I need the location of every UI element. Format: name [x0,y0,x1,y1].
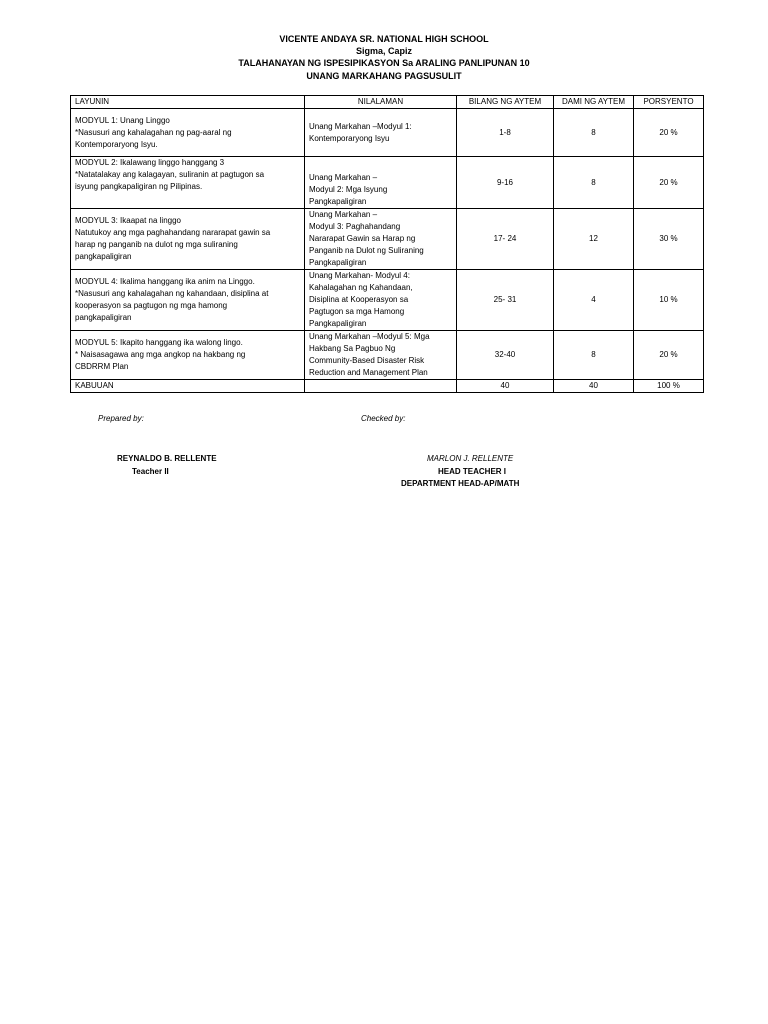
dami-cell: 8 [554,157,634,209]
total-nilalaman-cell [305,380,457,393]
nilalaman-cell [305,109,457,157]
cell-line: Unang Markahan- Modyul 4: [309,271,410,280]
layunin-cell [71,109,305,157]
total-row [71,380,704,393]
cell-line: MODYUL 3: Ikaapat na linggo [75,216,181,225]
cell-line: *Nasusuri ang kahalagahan ng kahandaan, disiplina at [75,289,269,298]
column-header-layunin: LAYUNIN [71,96,305,109]
cell-line: Nararapat Gawin sa Harap ng [309,234,416,243]
cell-line: Kontemporaryong Isyu. [75,139,158,149]
cell-line: Modyul 3: Paghahandang [309,222,401,231]
column-header-dami: DAMI NG AYTEM [554,96,634,109]
cell-line: pangkapaligiran [75,313,132,322]
porsyento-cell: 20 % [634,157,704,209]
cell-line: pangkapaligiran [75,252,132,261]
porsyento-cell: 20 % [634,331,704,380]
layunin-cell [71,270,305,331]
preparer-position: Teacher II [132,467,169,476]
cell-line: *Nasusuri ang kahalagahan ng pag-aaral ng [75,127,232,137]
dami-cell: 12 [554,209,634,270]
layunin-cell [71,331,305,380]
dami-cell: 8 [554,109,634,157]
cell-line: Kontemporaryong Isyu [309,133,390,143]
school-name: VICENTE ANDAYA SR. NATIONAL HIGH SCHOOL [279,34,489,44]
total-label: KABUUAN [71,380,305,393]
specification-table [70,95,704,393]
table-row [71,331,704,380]
cell-line: Reduction and Management Plan [309,368,428,377]
checker-department: DEPARTMENT HEAD-AP/MATH [401,479,520,488]
cell-line: Pangkapaligiran [309,197,367,206]
total-dami: 40 [554,380,634,393]
cell-line: Unang Markahan – [309,210,378,219]
cell-line: Community-Based Disaster Risk [309,356,425,365]
table-row [71,270,704,331]
cell-line: Kahalagahan ng Kahandaan, [309,283,413,292]
total-porsyento: 100 % [634,380,704,393]
cell-line: Natutukoy ang mga paghahandang nararapat gawin sa [75,228,271,237]
bilang-cell: 9-16 [457,157,554,209]
layunin-cell [71,157,305,209]
document-subtitle: UNANG MARKAHANG PAGSUSULIT [306,70,462,81]
cell-line: MODYUL 4: Ikalima hanggang ika anim na Linggo. [75,277,255,286]
prepared-by-label: Prepared by: [98,414,144,423]
column-header-bilang: BILANG NG AYTEM [457,96,554,109]
column-header-porsyento: PORSYENTO [634,96,704,109]
nilalaman-cell [305,331,457,380]
dami-cell: 8 [554,331,634,380]
porsyento-cell: 20 % [634,109,704,157]
cell-line: Pangkapaligiran [309,319,367,328]
dami-cell: 4 [554,270,634,331]
total-bilang: 40 [457,380,554,393]
cell-line: MODYUL 5: Ikapito hanggang ika walong lingo. [75,338,243,347]
cell-line: Modyul 2: Mga Isyung [309,185,388,194]
table-row [71,109,704,157]
nilalaman-cell [305,209,457,270]
document-title: TALAHANAYAN NG ISPESIPIKASYON Sa ARALING PANLIPUNAN 10 [238,58,530,69]
porsyento-cell: 10 % [634,270,704,331]
document-header [0,33,768,82]
cell-line: Pagtugon sa mga Hamong [309,307,405,316]
preparer-name: REYNALDO B. RELLENTE [117,454,217,463]
school-location: Sigma, Capiz [355,46,412,57]
cell-line: Panganib na Dulot ng Suliraning [309,246,424,255]
checker-name: MARLON J. RELLENTE [427,454,514,463]
table-row [71,157,704,209]
cell-line: Pangkapaligiran [309,258,367,267]
cell-line: Unang Markahan –Modyul 1: [309,121,412,131]
bilang-cell: 32-40 [457,331,554,380]
cell-line: Disiplina at Kooperasyon sa [309,295,409,304]
cell-line: isyung pangkapaligiran ng Pilipinas. [75,182,203,191]
cell-line: *Natatalakay ang kalagayan, suliranin at pagtugon sa [75,170,265,179]
table-header-row [71,96,704,109]
nilalaman-cell [305,157,457,209]
layunin-cell [71,209,305,270]
cell-line: kooperasyon sa pagtugon ng mga hamong [75,301,228,310]
cell-line: * Naisasagawa ang mga angkop na hakbang ng [75,350,246,359]
bilang-cell: 25- 31 [457,270,554,331]
porsyento-cell: 30 % [634,209,704,270]
cell-line: MODYUL 1: Unang Linggo [75,115,170,125]
bilang-cell: 1-8 [457,109,554,157]
cell-line: Hakbang Sa Pagbuo Ng [309,344,396,353]
bilang-cell: 17- 24 [457,209,554,270]
cell-line: MODYUL 2: Ikalawang linggo hanggang 3 [75,158,225,167]
checked-by-label: Checked by: [361,414,406,423]
cell-line: Unang Markahan –Modyul 5: Mga [309,332,430,341]
table-row [71,209,704,270]
cell-line: Unang Markahan – [309,173,378,182]
nilalaman-cell [305,270,457,331]
cell-line: CBDRRM Plan [75,362,129,371]
column-header-nilalaman: NILALAMAN [305,96,457,109]
checker-position: HEAD TEACHER I [438,467,507,476]
cell-line: harap ng panganib na dulot ng mga suliraning [75,240,238,249]
